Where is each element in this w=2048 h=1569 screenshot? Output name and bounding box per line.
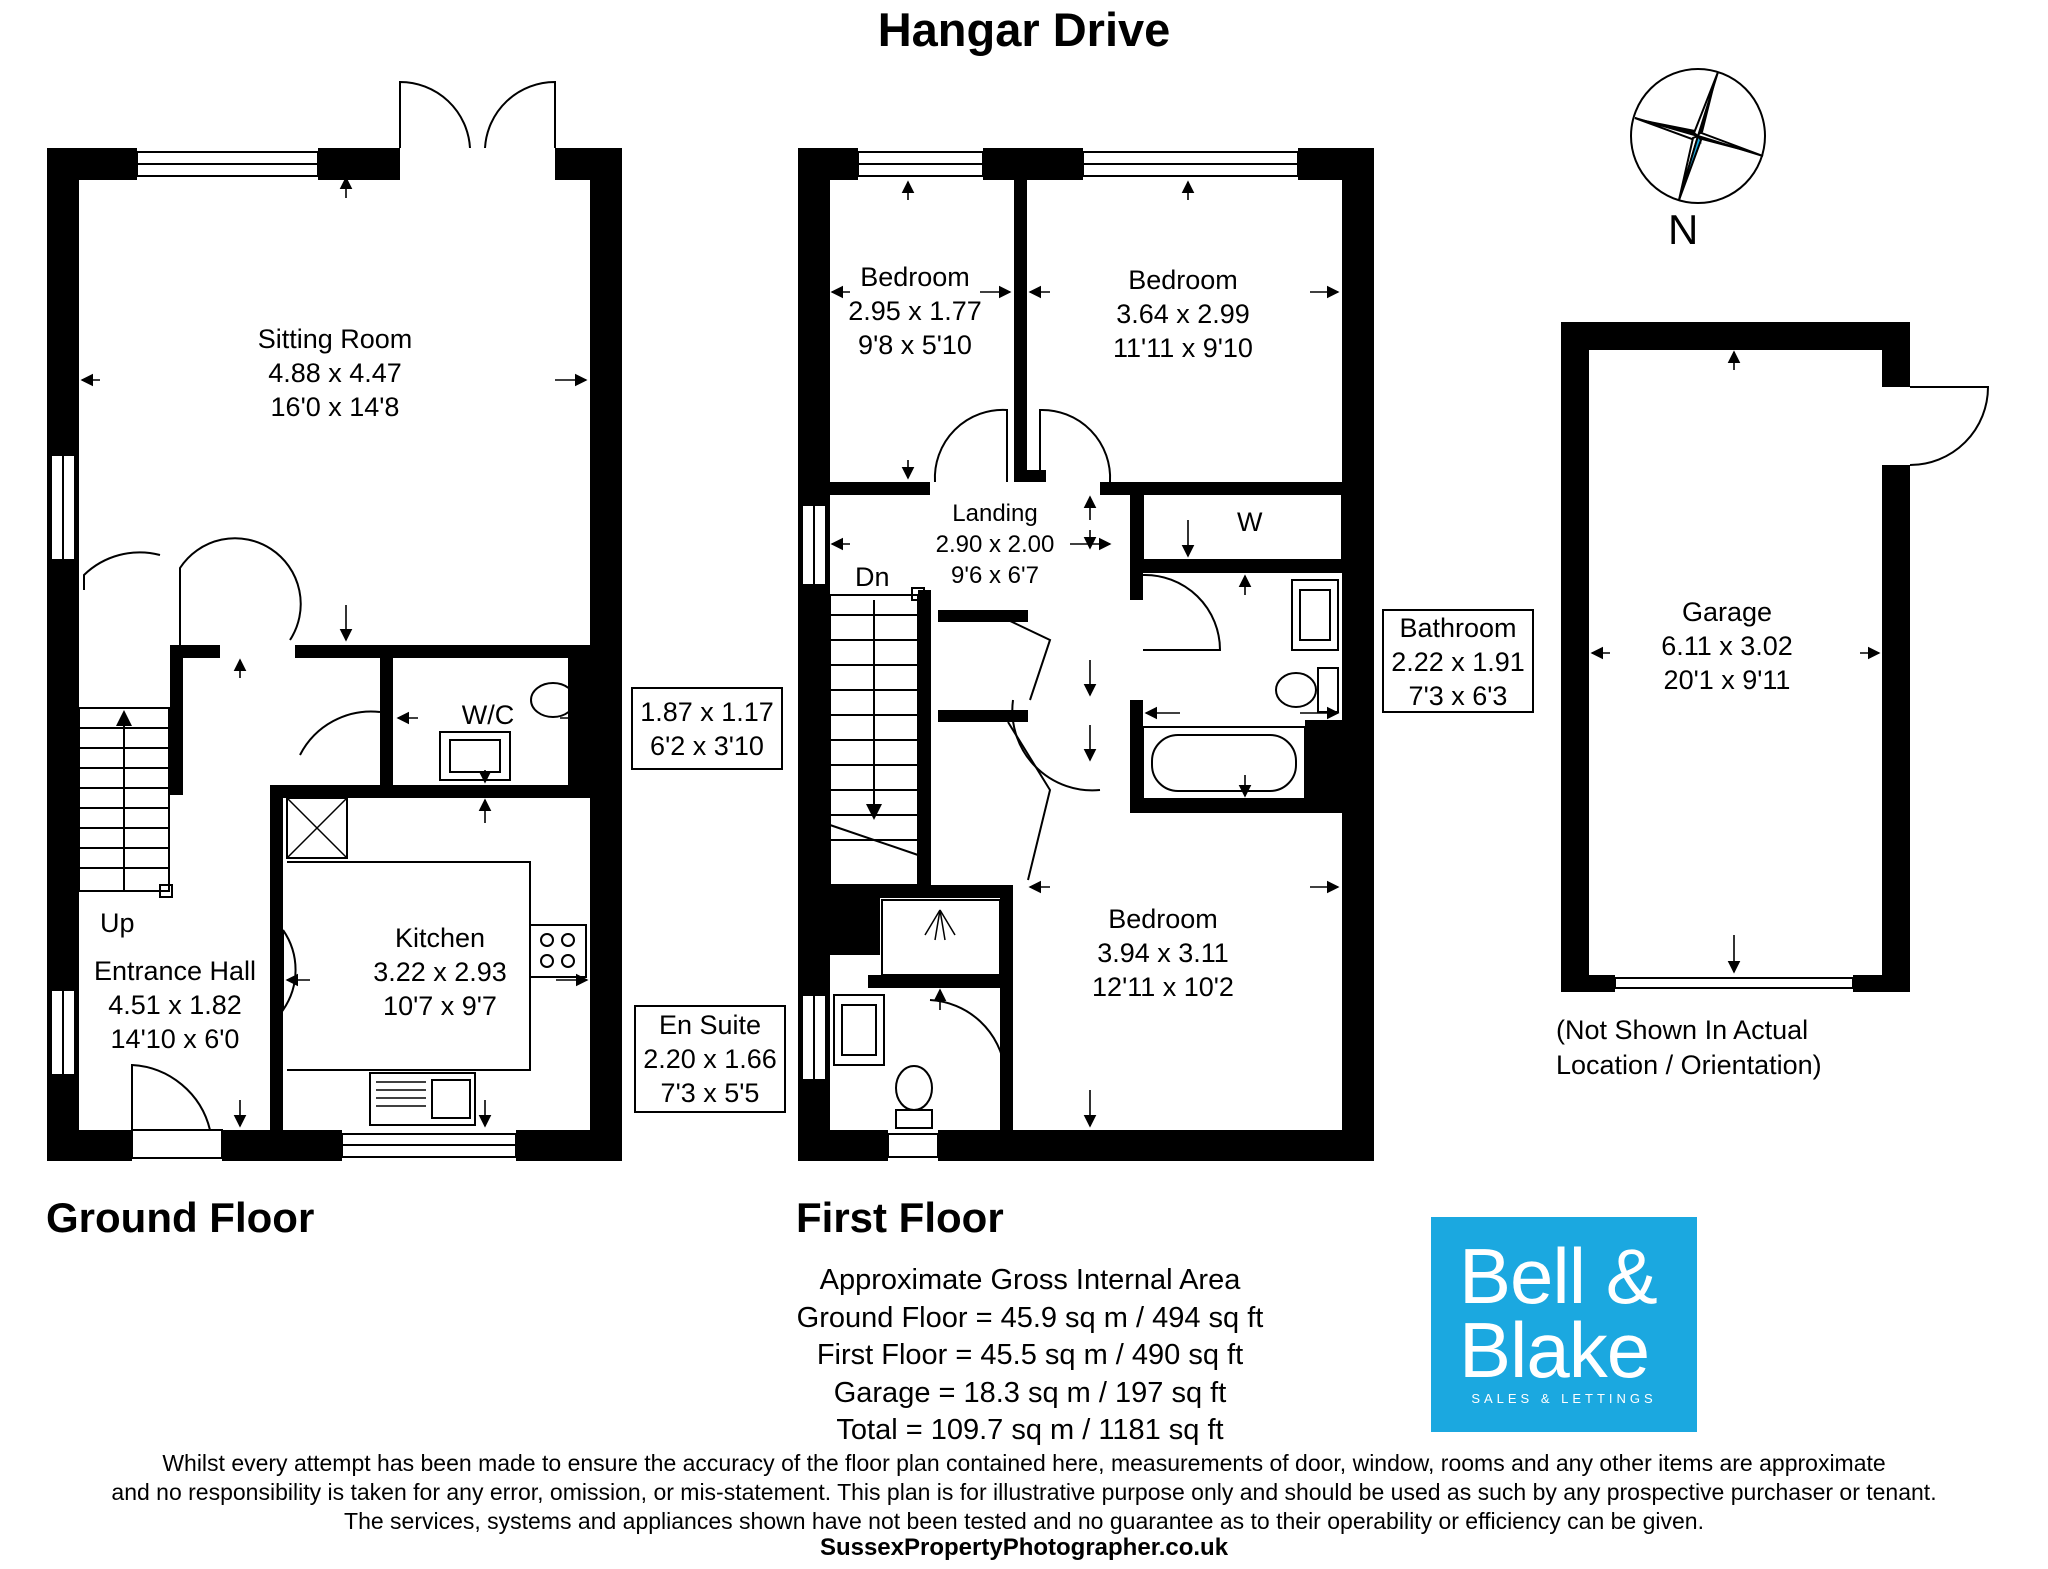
bedroom-front-label: [1083, 263, 1283, 365]
bell-blake-logo: [1431, 1217, 1697, 1432]
garage-label: [1627, 595, 1827, 697]
sitting-room-metric: 4.88 x 4.47: [268, 358, 402, 388]
logo-line-2: Blake: [1459, 1306, 1650, 1394]
disclaimer-line: The services, systems and appliances shown have not been tested and no guarantee as to their operability or efficiency can be given.: [344, 1508, 1704, 1534]
bedroom-small-name: Bedroom: [860, 262, 970, 292]
wardrobe-label: W: [1237, 507, 1263, 537]
garage-name: Garage: [1681, 597, 1773, 627]
wc-dimensions-box: [631, 687, 783, 770]
entrance-hall-metric: 4.51 x 1.82: [108, 990, 242, 1020]
garage-note-line: Location / Orientation): [1556, 1050, 1822, 1080]
bathroom-metric: 2.22 x 1.91: [1391, 647, 1525, 677]
bedroom-small-imperial: 9'8 x 5'10: [858, 330, 972, 360]
bedroom-main-metric: 3.94 x 3.11: [1097, 938, 1229, 968]
landing-metric: 2.90 x 2.00: [935, 531, 1055, 558]
entrance-hall-name: Entrance Hall: [93, 956, 257, 986]
en-suite-label: [634, 1005, 786, 1113]
website-link[interactable]: SussexPropertyPhotographer.co.uk: [819, 1534, 1229, 1561]
disclaimer-line: and no responsibility is taken for any error, omission, or mis-statement. This plan is for illustrative purpose only and should be used as such by any prospective purchaser or tenant.: [111, 1479, 1937, 1505]
garage-note: [1556, 1013, 1822, 1083]
kitchen-name: Kitchen: [394, 923, 486, 953]
garage-imperial: 20'1 x 9'11: [1663, 665, 1791, 695]
entrance-hall-imperial: 14'10 x 6'0: [110, 1024, 240, 1054]
compass-icon: [1631, 69, 1765, 203]
en-suite-name: En Suite: [658, 1010, 762, 1040]
entrance-hall-label: [75, 954, 275, 1056]
garage-note-line: (Not Shown In Actual: [1556, 1015, 1809, 1045]
en-suite-imperial: 7'3 x 5'5: [660, 1078, 760, 1108]
bathroom-label: [1382, 609, 1534, 713]
bedroom-front-name: Bedroom: [1128, 265, 1238, 295]
logo-line-1: Bell &: [1459, 1232, 1657, 1320]
plan-title: Hangar Drive: [877, 3, 1171, 56]
kitchen-metric: 3.22 x 2.93: [373, 957, 507, 987]
bathroom-name: Bathroom: [1399, 613, 1517, 643]
bedroom-main-label: [1063, 902, 1263, 1004]
gross-internal-area: [690, 1262, 1370, 1450]
bathroom-imperial: 7'3 x 6'3: [1408, 681, 1508, 711]
bedroom-main-imperial: 12'11 x 10'2: [1092, 972, 1234, 1002]
landing-label: [910, 498, 1080, 591]
area-first: First Floor = 45.5 sq m / 490 sq ft: [816, 1339, 1244, 1371]
ground-floor-label: Ground Floor: [46, 1194, 315, 1241]
area-garage: Garage = 18.3 sq m / 197 sq ft: [833, 1376, 1227, 1409]
sitting-room-label: [200, 322, 470, 424]
disclaimer: [0, 1449, 2048, 1536]
wc-label: W/C: [461, 700, 515, 730]
kitchen-label: [340, 921, 540, 1023]
wall-first-east: [1342, 148, 1374, 1161]
first-floor-label: First Floor: [796, 1194, 1004, 1241]
bedroom-front-metric: 3.64 x 2.99: [1116, 299, 1250, 329]
compass-north-label: N: [1668, 206, 1699, 253]
area-ground: Ground Floor = 45.9 sq m / 494 sq ft: [796, 1301, 1264, 1334]
wc-metric: 1.87 x 1.17: [640, 697, 774, 727]
bedroom-small-metric: 2.95 x 1.77: [848, 296, 982, 326]
stairs-up-label: Up: [100, 908, 135, 938]
sitting-room-imperial: 16'0 x 14'8: [270, 392, 400, 422]
en-suite-metric: 2.20 x 1.66: [643, 1044, 777, 1074]
bedroom-main-name: Bedroom: [1108, 904, 1218, 934]
area-heading: Approximate Gross Internal Area: [819, 1264, 1241, 1296]
landing-name: Landing: [952, 500, 1038, 527]
wc-imperial: 6'2 x 3'10: [650, 731, 764, 761]
bedroom-small-label: [830, 260, 1000, 362]
logo-tagline: SALES & LETTINGS: [1471, 1391, 1657, 1406]
area-total: Total = 109.7 sq m / 1181 sq ft: [836, 1414, 1224, 1446]
disclaimer-line: Whilst every attempt has been made to ensure the accuracy of the floor plan contained here, measurements of door, window, rooms and any other items are approximate: [162, 1450, 1886, 1476]
stairs-down-label: Dn: [855, 562, 890, 592]
garage-metric: 6.11 x 3.02: [1661, 631, 1793, 661]
sitting-room-name: Sitting Room: [257, 324, 413, 354]
landing-imperial: 9'6 x 6'7: [951, 562, 1039, 589]
bedroom-front-imperial: 11'11 x 9'10: [1113, 333, 1253, 363]
kitchen-imperial: 10'7 x 9'7: [383, 991, 497, 1021]
